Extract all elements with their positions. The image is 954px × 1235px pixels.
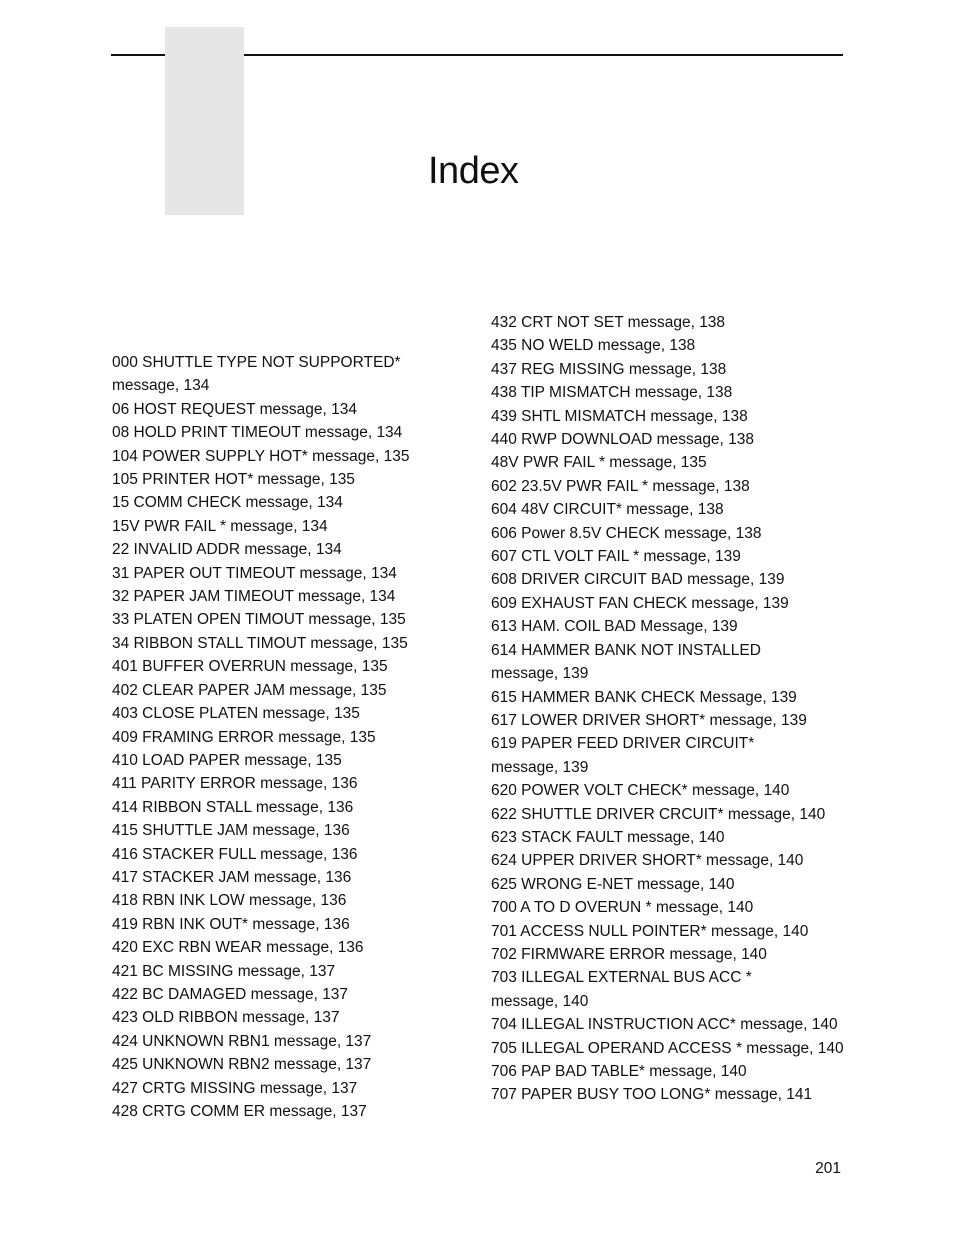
index-entry: 06 HOST REQUEST message, 134 <box>112 400 357 418</box>
index-entry: 604 48V CIRCUIT* message, 138 <box>491 501 724 519</box>
index-entry: 34 RIBBON STALL TIMOUT message, 135 <box>112 634 408 652</box>
index-entry: 414 RIBBON STALL message, 136 <box>112 798 354 816</box>
index-entry: 31 PAPER OUT TIMEOUT message, 134 <box>112 564 397 582</box>
index-entry: 105 PRINTER HOT* message, 135 <box>112 471 355 489</box>
index-entry: 411 PARITY ERROR message, 136 <box>112 775 358 793</box>
index-entry: 619 PAPER FEED DRIVER CIRCUIT* <box>491 735 755 753</box>
header-rule-left <box>111 54 165 56</box>
index-entry: 608 DRIVER CIRCUIT BAD message, 139 <box>491 571 785 589</box>
index-entry: 403 CLOSE PLATEN message, 135 <box>112 705 360 723</box>
index-entry: message, 139 <box>491 665 589 683</box>
index-entry: 625 WRONG E-NET message, 140 <box>491 875 735 893</box>
index-entry: 415 SHUTTLE JAM message, 136 <box>112 822 350 840</box>
index-entry: 15V PWR FAIL * message, 134 <box>112 517 328 535</box>
index-entry: 701 ACCESS NULL POINTER* message, 140 <box>491 922 809 940</box>
index-entry: 08 HOLD PRINT TIMEOUT message, 134 <box>112 424 403 442</box>
index-entry: 439 SHTL MISMATCH message, 138 <box>491 407 748 425</box>
index-entry: 409 FRAMING ERROR message, 135 <box>112 728 376 746</box>
index-entry: 22 INVALID ADDR message, 134 <box>112 541 342 559</box>
index-entry: 437 REG MISSING message, 138 <box>491 360 727 378</box>
index-column-left <box>112 351 442 1123</box>
index-entry: 706 PAP BAD TABLE* message, 140 <box>491 1063 747 1080</box>
index-column-right <box>491 311 851 1107</box>
index-entry: 427 CRTG MISSING message, 137 <box>112 1079 358 1097</box>
index-entry: 32 PAPER JAM TIMEOUT message, 134 <box>112 588 396 606</box>
index-entry: 417 STACKER JAM message, 136 <box>112 868 352 886</box>
index-entry: 702 FIRMWARE ERROR message, 140 <box>491 945 767 963</box>
index-entry: 705 ILLEGAL OPERAND ACCESS * message, 140 <box>491 1039 844 1057</box>
index-entry: 104 POWER SUPPLY HOT* message, 135 <box>112 447 410 465</box>
index-entry: 423 OLD RIBBON message, 137 <box>112 1009 340 1027</box>
index-entry: 613 HAM. COIL BAD Message, 139 <box>491 618 738 636</box>
page-title: Index <box>428 150 519 192</box>
index-entry: 700 A TO D OVERUN * message, 140 <box>491 899 754 917</box>
index-entry: 422 BC DAMAGED message, 137 <box>112 985 349 1003</box>
index-entry: 33 PLATEN OPEN TIMOUT message, 135 <box>112 611 406 629</box>
index-entry: 425 UNKNOWN RBN2 message, 137 <box>112 1056 372 1074</box>
index-entry: 623 STACK FAULT message, 140 <box>491 828 725 846</box>
header-rule-right <box>244 54 843 56</box>
index-entry: 707 PAPER BUSY TOO LONG* message, 141 <box>491 1086 813 1104</box>
page-number: 201 <box>815 1160 841 1177</box>
index-entry: 607 CTL VOLT FAIL * message, 139 <box>491 548 741 566</box>
index-entry: 424 UNKNOWN RBN1 message, 137 <box>112 1032 372 1050</box>
index-entry: 438 TIP MISMATCH message, 138 <box>491 384 733 402</box>
index-entry: 440 RWP DOWNLOAD message, 138 <box>491 431 755 449</box>
index-entry: 000 SHUTTLE TYPE NOT SUPPORTED* <box>112 354 401 371</box>
index-entry: 418 RBN INK LOW message, 136 <box>112 892 347 910</box>
index-entry: 704 ILLEGAL INSTRUCTION ACC* message, 140 <box>491 1016 838 1034</box>
chapter-tab-block <box>165 27 244 215</box>
index-entry: 401 BUFFER OVERRUN message, 135 <box>112 658 388 676</box>
index-entry: message, 139 <box>491 758 589 776</box>
index-entry: message, 140 <box>491 992 589 1010</box>
index-entry: 602 23.5V PWR FAIL * message, 138 <box>491 477 750 495</box>
index-entry: 421 BC MISSING message, 137 <box>112 962 336 980</box>
index-entry: 402 CLEAR PAPER JAM message, 135 <box>112 681 387 699</box>
index-entry: 432 CRT NOT SET message, 138 <box>491 314 726 331</box>
index-entry: 617 LOWER DRIVER SHORT* message, 139 <box>491 711 807 729</box>
index-entry: message, 134 <box>112 377 210 395</box>
index-entry: 428 CRTG COMM ER message, 137 <box>112 1103 367 1120</box>
index-entry: 435 NO WELD message, 138 <box>491 337 696 355</box>
index-entry: 416 STACKER FULL message, 136 <box>112 845 358 863</box>
index-entry: 420 EXC RBN WEAR message, 136 <box>112 939 364 957</box>
index-entry: 620 POWER VOLT CHECK* message, 140 <box>491 782 790 800</box>
index-entry: 15 COMM CHECK message, 134 <box>112 494 343 512</box>
index-entry: 606 Power 8.5V CHECK message, 138 <box>491 524 762 542</box>
index-entry: 609 EXHAUST FAN CHECK message, 139 <box>491 594 789 612</box>
index-entry: 703 ILLEGAL EXTERNAL BUS ACC * <box>491 969 752 987</box>
index-entry: 419 RBN INK OUT* message, 136 <box>112 915 350 933</box>
index-entry: 410 LOAD PAPER message, 135 <box>112 751 342 769</box>
index-entry: 614 HAMMER BANK NOT INSTALLED <box>491 641 761 659</box>
index-entry: 615 HAMMER BANK CHECK Message, 139 <box>491 688 797 706</box>
index-entry: 622 SHUTTLE DRIVER CRCUIT* message, 140 <box>491 805 826 823</box>
index-entry: 624 UPPER DRIVER SHORT* message, 140 <box>491 852 804 870</box>
index-entry: 48V PWR FAIL * message, 135 <box>491 454 707 472</box>
